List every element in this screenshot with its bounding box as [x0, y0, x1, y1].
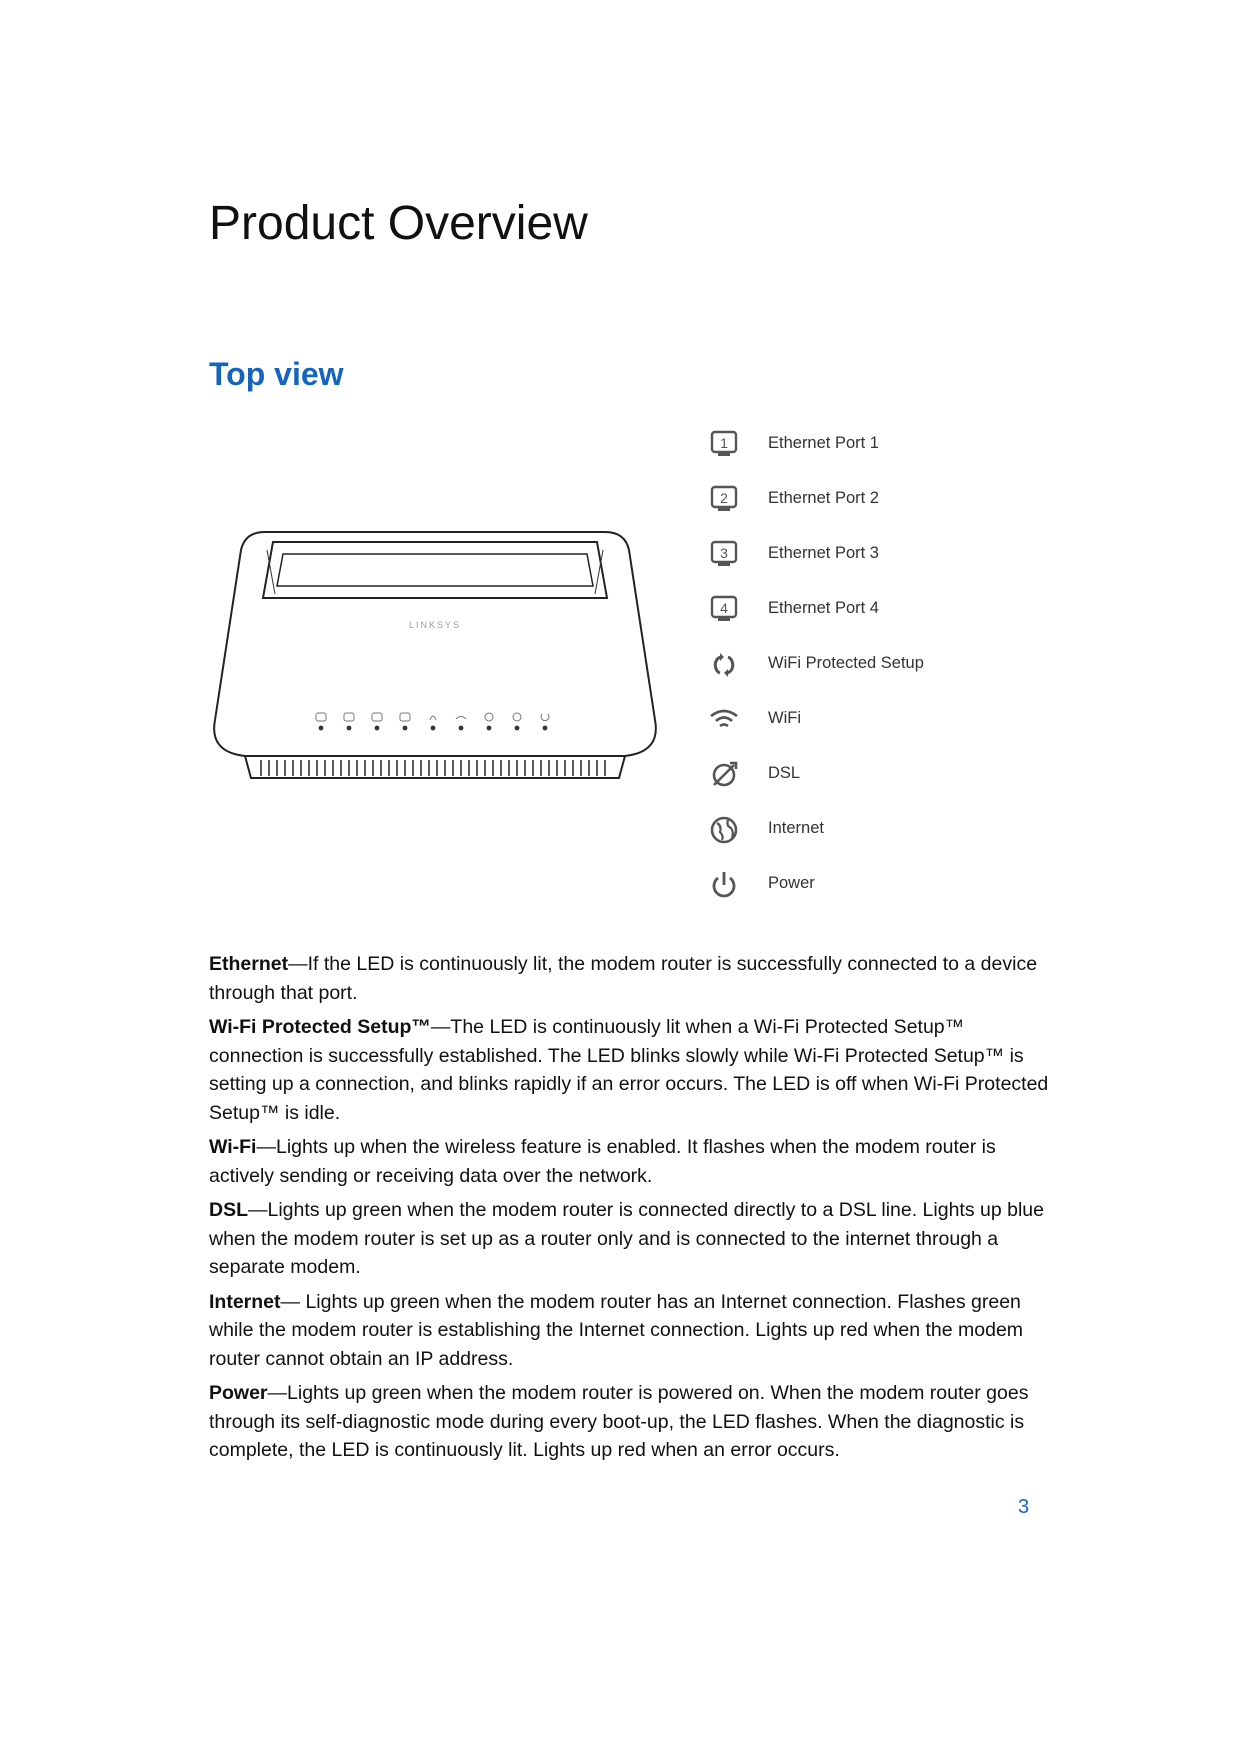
legend-item-ethernet-port-1 — [700, 425, 1020, 465]
legend-label: DSL — [768, 764, 801, 782]
legend-label: Power — [768, 874, 815, 892]
legend-item-wps — [700, 645, 1020, 685]
ethernet-port-3-icon — [708, 539, 740, 571]
legend-item-dsl — [700, 755, 1020, 795]
page-number: 3 — [1018, 1496, 1030, 1518]
internet-globe-icon — [708, 814, 740, 846]
svg-text:4: 4 — [720, 600, 728, 616]
wifi-icon — [708, 704, 740, 736]
router-brand-logo: LINKSYS — [408, 620, 462, 630]
desc-power: Power—Lights up green when the modem router is powered on. When the modem router goes through its self-diagnostic mode during every boot-up, the LED flashes. When the diagnostic is complete, the LED is continuously lit. Lights up red when an error occurs. — [209, 1382, 1029, 1461]
legend-item-ethernet-port-3 — [700, 535, 1020, 575]
desc-dsl: DSL—Lights up green when the modem router is connected directly to a DSL line. Lights up blue when the modem router is set up as a router only and is connected to the internet through a separate modem. — [209, 1199, 1044, 1278]
ethernet-port-4-icon — [708, 594, 740, 626]
dsl-icon — [708, 759, 740, 791]
svg-text:1: 1 — [720, 435, 728, 451]
desc-internet: Internet— Lights up green when the modem router has an Internet connection. Flashes green while the modem router is establishing the Internet connection. Lights up red when the modem router cannot obtain an IP address. — [209, 1290, 1024, 1370]
legend-label: Ethernet Port 3 — [768, 544, 879, 562]
router-led-row — [319, 726, 548, 731]
legend-item-power — [700, 865, 1020, 905]
page-title: Product Overview — [209, 197, 588, 250]
desc-ethernet: Ethernet—If the LED is continuously lit, the modem router is successfully connected to a device through that port. — [209, 953, 1038, 1004]
svg-text:3: 3 — [720, 545, 728, 561]
ethernet-port-1-icon — [708, 429, 740, 461]
desc-wps: Wi-Fi Protected Setup™—The LED is continuously lit when a Wi-Fi Protected Setup™ connection is successfully established. The LED blinks slowly while Wi-Fi Protected Setup™ is setting up a connection, and blinks rapidly if an error occurs. The LED is off when Wi-Fi Protected Setup™ is idle. — [209, 1016, 1049, 1124]
section-heading-top-view: Top view — [209, 356, 344, 392]
led-descriptions — [209, 950, 1059, 1471]
legend-item-wifi — [700, 700, 1020, 740]
legend-label: Ethernet Port 4 — [768, 599, 879, 617]
svg-text:2: 2 — [720, 490, 728, 506]
legend-label: WiFi — [768, 709, 801, 727]
wps-icon — [708, 649, 740, 681]
legend-label: Ethernet Port 1 — [768, 434, 879, 452]
legend-item-ethernet-port-4 — [700, 590, 1020, 630]
legend-label: Internet — [768, 819, 824, 837]
legend-label: WiFi Protected Setup — [768, 654, 924, 672]
desc-wifi: Wi-Fi—Lights up when the wireless feature is enabled. It flashes when the modem router is actively sending or receiving data over the network. — [209, 1136, 996, 1187]
ethernet-port-2-icon — [708, 484, 740, 516]
power-icon — [708, 869, 740, 901]
legend-item-internet — [700, 810, 1020, 850]
router-top-view-illustration — [205, 520, 665, 790]
legend-label: Ethernet Port 2 — [768, 489, 879, 507]
legend-item-ethernet-port-2 — [700, 480, 1020, 520]
